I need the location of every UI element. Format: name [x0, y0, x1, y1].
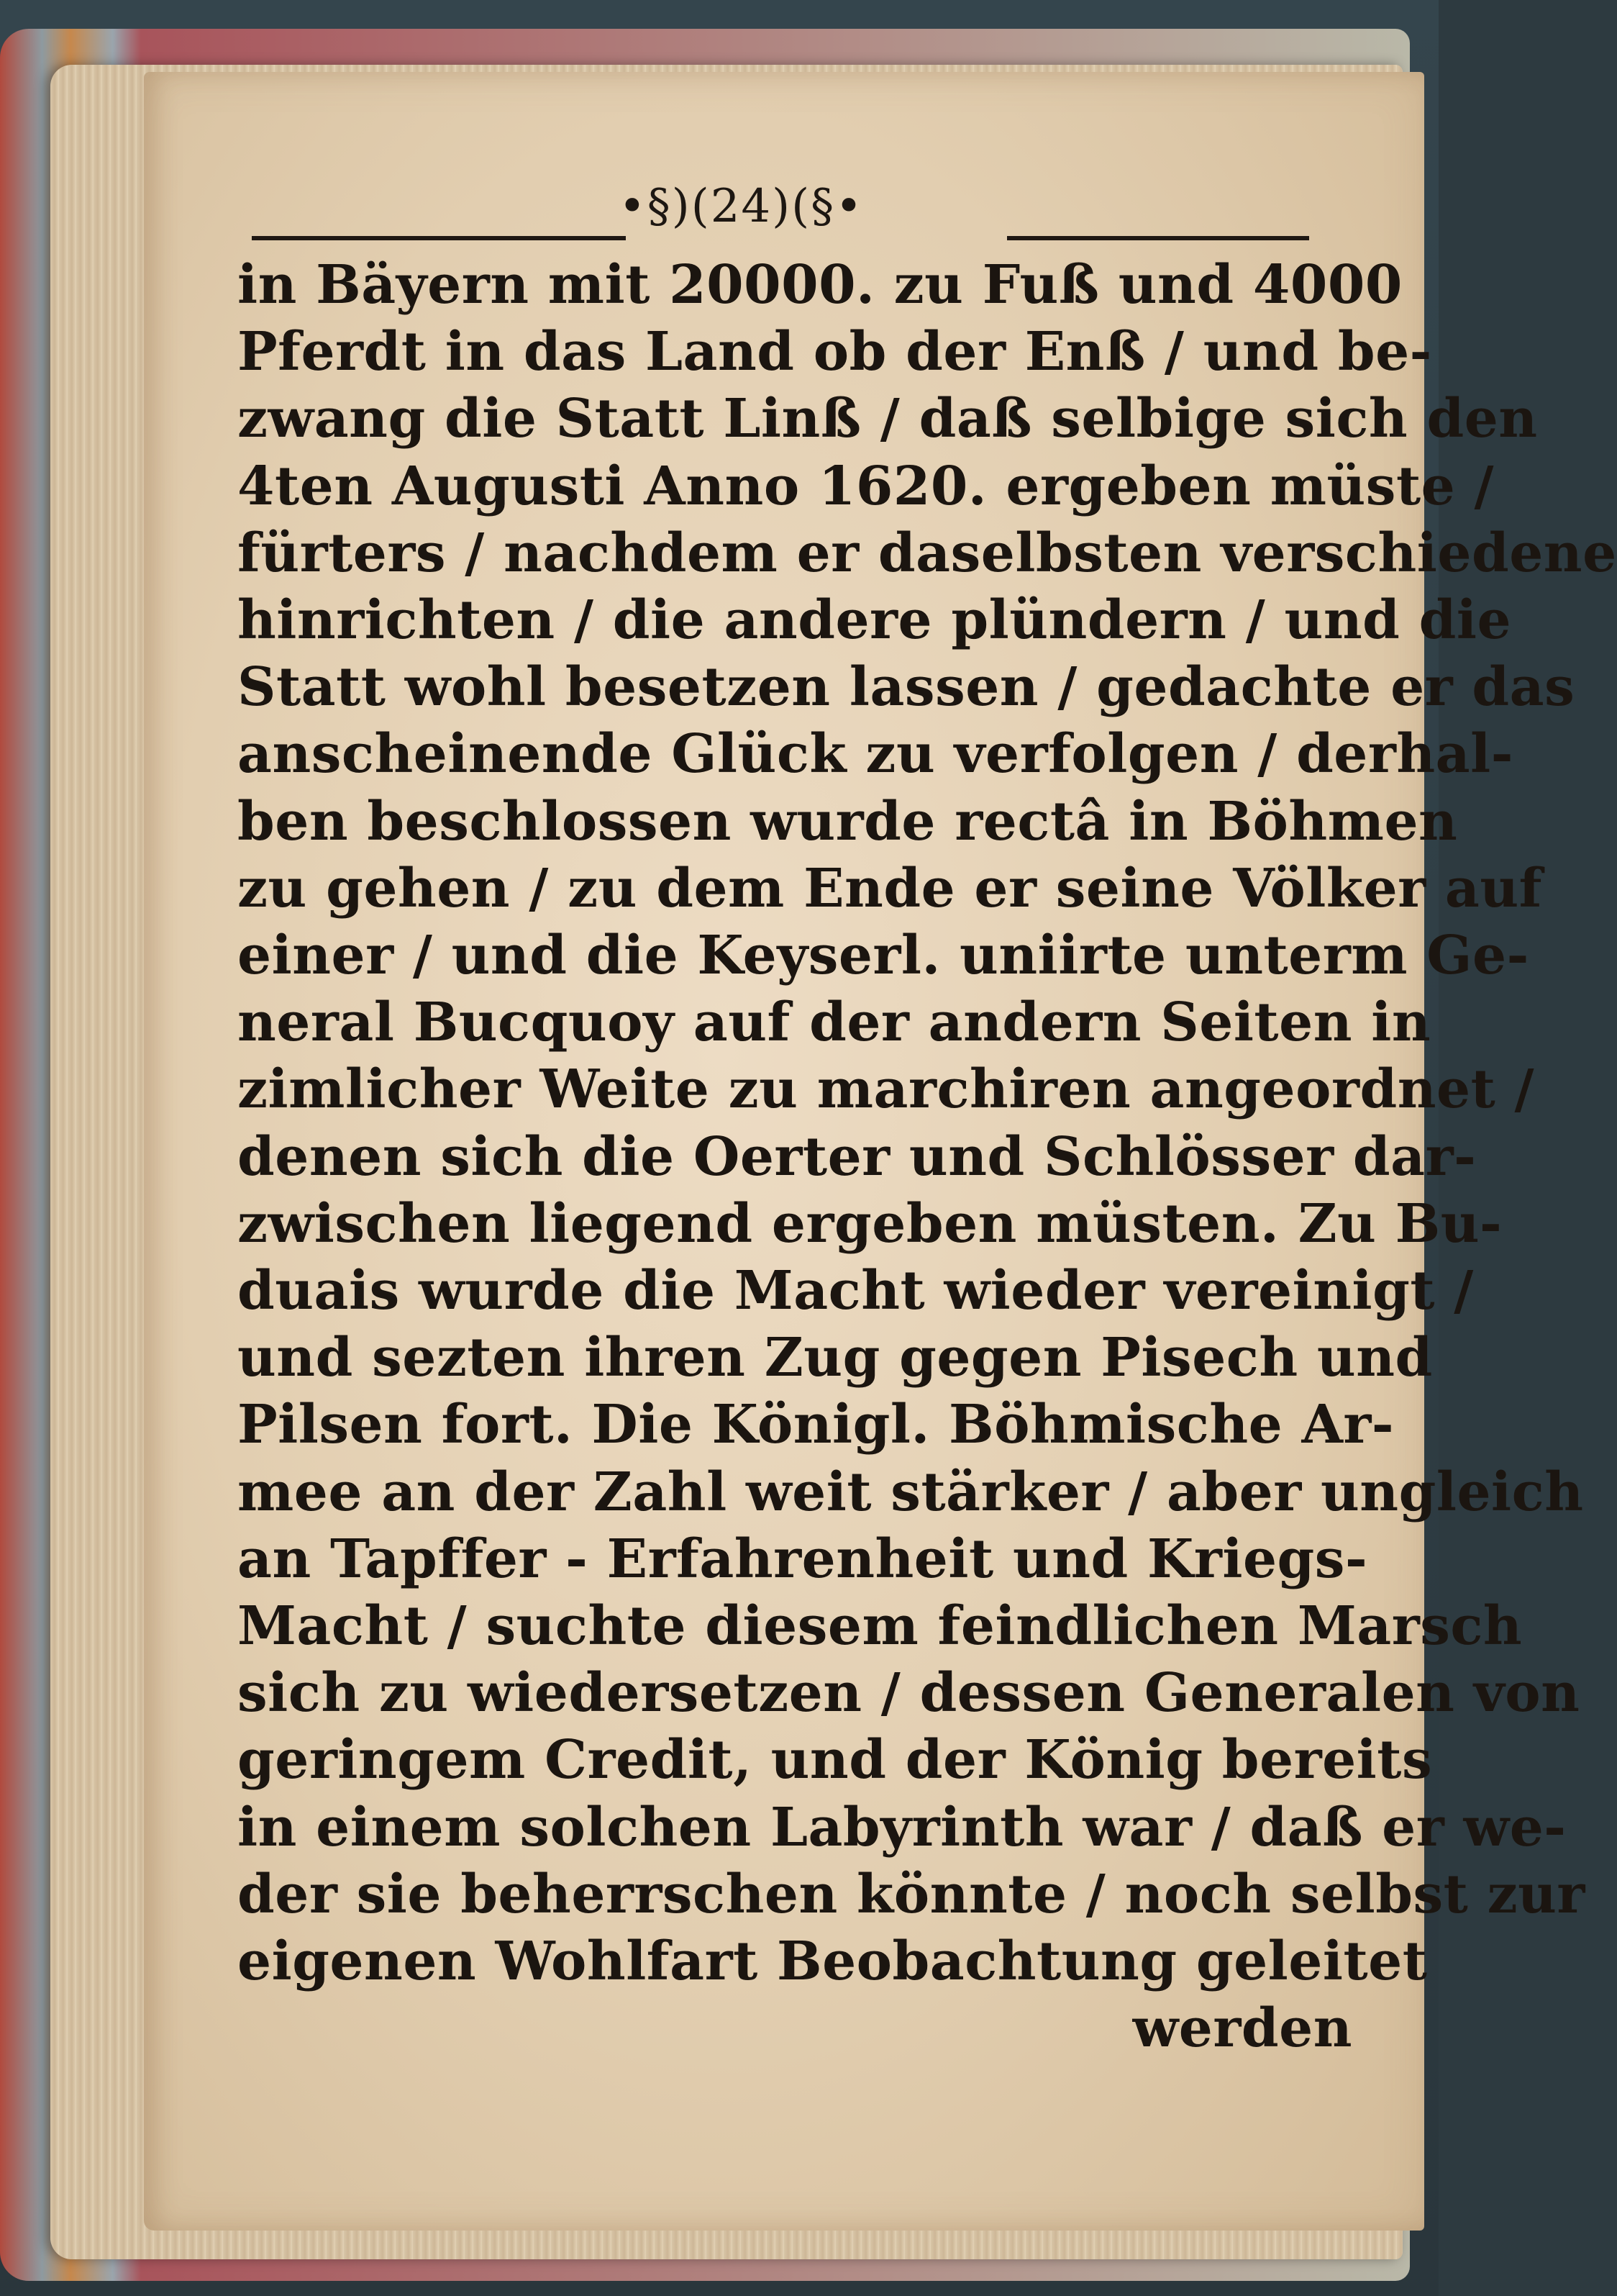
text-line: eigenen Wohlfart Beobachtung geleitet [237, 1930, 1428, 1993]
text-line: Statt wohl besetzen lassen / gedachte er das [237, 656, 1575, 719]
text-line: duais wurde die Macht wieder vereinigt / [237, 1260, 1474, 1322]
text-line: 4ten Augusti Anno 1620. ergeben müste / [237, 455, 1495, 517]
text-line: zu gehen / zu dem Ende er seine Völker auf [237, 857, 1543, 920]
text-line: an Tapffer - Erfahrenheit und Kriegs- [237, 1528, 1368, 1590]
catchword: werden [1132, 1997, 1352, 2060]
text-line: zwischen liegend ergeben müsten. Zu Bu- [237, 1192, 1503, 1255]
text-line: geringem Credit, und der König bereits [237, 1729, 1433, 1792]
text-line: in Bäyern mit 20000. zu Fuß und 4000 [237, 254, 1403, 316]
text-line: Macht / suchte diesem feindlichen Marsch [237, 1595, 1523, 1658]
body-text [237, 252, 1617, 2062]
page-number-header: •§)(24)(§• [619, 180, 864, 233]
text-line: anscheinende Glück zu verfolgen / derhal- [237, 723, 1513, 786]
text-line: fürters / nachdem er daselbsten verschiedene [237, 522, 1617, 584]
text-line: zimlicher Weite zu marchiren angeordnet / [237, 1058, 1535, 1121]
header-rule-right [1007, 236, 1309, 240]
text-line: Pilsen fort. Die Königl. Böhmische Ar- [237, 1394, 1395, 1456]
text-line: hinrichten / die andere plündern / und die [237, 589, 1512, 652]
text-line: in einem solchen Labyrinth war / daß er we- [237, 1796, 1567, 1859]
text-line: zwang die Statt Linß / daß selbige sich den [237, 388, 1538, 450]
text-line: ben beschlossen wurde rectâ in Böhmen [237, 790, 1458, 853]
text-line: mee an der Zahl weit stärker / aber ungleich [237, 1461, 1584, 1523]
text-line: Pferdt in das Land ob der Enß / und be- [237, 321, 1432, 384]
text-line: einer / und die Keyserl. uniirte unterm Ge- [237, 925, 1529, 987]
header-rule-left [252, 236, 626, 240]
text-line: neral Bucquoy auf der andern Seiten in [237, 992, 1431, 1054]
text-line: sich zu wiedersetzen / dessen Generalen von [237, 1662, 1580, 1725]
text-line: denen sich die Oerter und Schlösser dar- [237, 1125, 1477, 1188]
book-page [144, 72, 1617, 2231]
text-line: und sezten ihren Zug gegen Pisech und [237, 1327, 1433, 1389]
text-line: der sie beherrschen könnte / noch selbst zur [237, 1863, 1585, 1925]
